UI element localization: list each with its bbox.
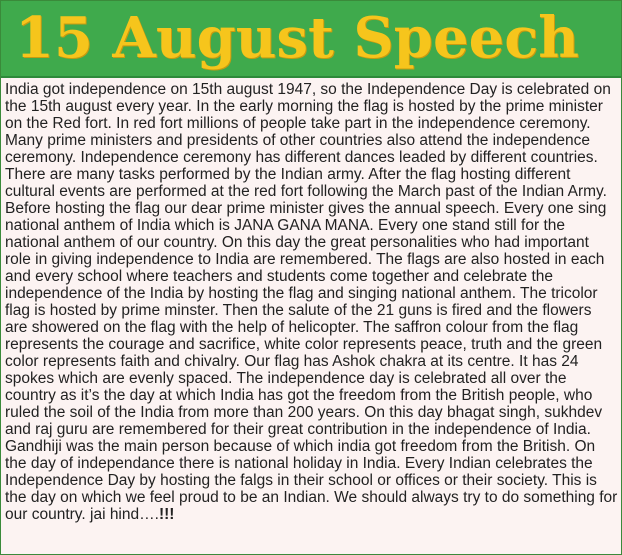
- speech-exclamation: !!!: [158, 506, 175, 523]
- speech-text: India got independence on 15th august 1947, so the Independence Day is celebrated on the 15th august every year. In the early morning the flag is hosted by the prime minister on the Red fort. In red fort millions of people take part in the independence ceremony. Many prime ministers and presidents of other countries also attend the independence ceremony. Independence ceremony has different dances leaded by different countries. There are many tasks performed by the Indian army. After the flag hosting different cultural events are performed at the red fort following the March past of the Indian Army. Before hosting the flag our dear prime minister gives the annual speech. Every one sing national anthem of India which is JANA GANA MANA. Every one stand still for the national anthem of our country. On this day the great personalities who had important role in giving independence to India are remembered. The flags are also hosted in each and every school where teachers and students come together and celebrate the independence of the India by hosting the flag and singing national anthem. The tricolor flag is hosted by prime minster. Then the salute of the 21 guns is fired and the flowers are showered on the flag with the help of helicopter. The saffron colour from the flag represents the courage and sacrifice, white color represents peace, truth and the green color represents faith and chivalry. Our flag has Ashok chakra at its centre. It has 24 spokes which are evenly spaced. The independence day is celebrated all over the country as it’s the day at which India has got the freedom from the British people, who ruled the soil of the India from more than 200 years. On this day bhagat singh, sukhdev and raj guru are remembered for their great contribution in the independence of India. Gandhiji was the main person because of which india got freedom from the British. On the day of independance there is national holiday in India. Every Indian celebrates the Independence Day by hosting the falgs in their school or offices or their society. This is the day on which we feel proud to be an Indian. We should always try to do something for our country. jai hind….: [5, 81, 618, 523]
- speech-body: [5, 81, 618, 523]
- page-title: 15 August Speech: [15, 5, 580, 71]
- title-banner: [1, 1, 621, 78]
